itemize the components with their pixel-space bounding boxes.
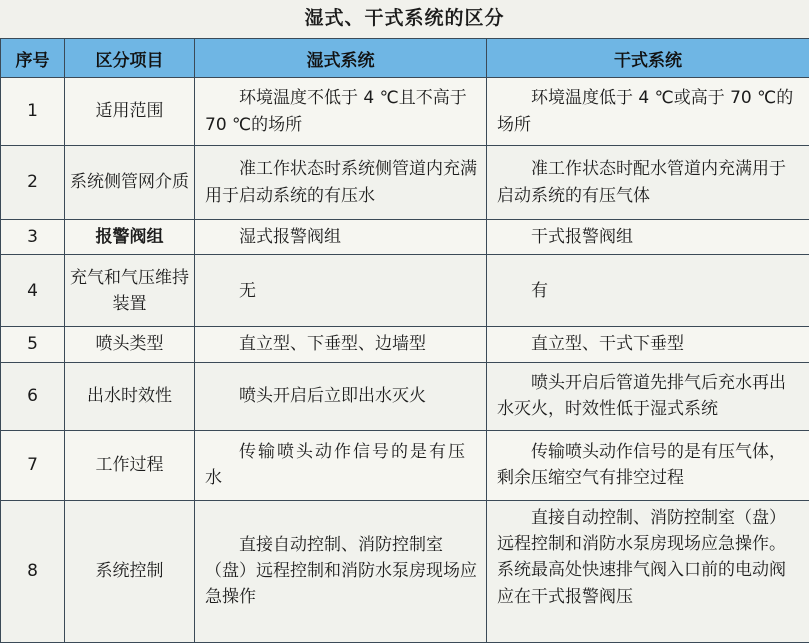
row-index: 2 <box>1 146 65 220</box>
table-row <box>1 220 809 255</box>
comparison-table <box>0 38 809 643</box>
row-dry: 喷头开启后管道先排气后充水再出水灭火，时效性低于湿式系统 <box>487 362 809 430</box>
row-index: 4 <box>1 255 65 327</box>
row-wet: 无 <box>195 255 487 327</box>
row-item: 充气和气压维持装置 <box>65 255 195 327</box>
row-item: 报警阀组 <box>65 220 195 255</box>
row-dry: 干式报警阀组 <box>487 220 809 255</box>
table-row <box>1 78 809 146</box>
column-header-dry: 干式系统 <box>487 39 809 78</box>
row-dry: 有 <box>487 255 809 327</box>
table-row <box>1 255 809 327</box>
table-header-row <box>1 39 809 78</box>
row-index: 5 <box>1 327 65 362</box>
table-row <box>1 327 809 362</box>
row-dry: 环境温度低于 4 ℃或高于 70 ℃的场所 <box>487 78 809 146</box>
row-item: 适用范围 <box>65 78 195 146</box>
row-item: 喷头类型 <box>65 327 195 362</box>
row-index: 1 <box>1 78 65 146</box>
row-index: 8 <box>1 500 65 642</box>
row-dry: 直接自动控制、消防控制室（盘）远程控制和消防水泵房现场应急操作。系统最高处快速排气阀入口前的电动阀应在干式报警阀压 <box>487 500 809 642</box>
row-wet: 直立型、下垂型、边墙型 <box>195 327 487 362</box>
row-wet: 传输喷头动作信号的是有压水 <box>195 430 487 500</box>
row-dry: 直立型、干式下垂型 <box>487 327 809 362</box>
column-header-item: 区分项目 <box>65 39 195 78</box>
column-header-index: 序号 <box>1 39 65 78</box>
row-item: 工作过程 <box>65 430 195 500</box>
row-wet: 喷头开启后立即出水灭火 <box>195 362 487 430</box>
table-row <box>1 500 809 642</box>
table-row <box>1 430 809 500</box>
row-item: 系统侧管网介质 <box>65 146 195 220</box>
row-item: 出水时效性 <box>65 362 195 430</box>
row-wet: 准工作状态时系统侧管道内充满用于启动系统的有压水 <box>195 146 487 220</box>
row-wet: 环境温度不低于 4 ℃且不高于 70 ℃的场所 <box>195 78 487 146</box>
row-index: 6 <box>1 362 65 430</box>
row-index: 3 <box>1 220 65 255</box>
table-row <box>1 362 809 430</box>
table-row <box>1 146 809 220</box>
row-index: 7 <box>1 430 65 500</box>
page-title: 湿式、干式系统的区分 <box>0 2 809 38</box>
column-header-wet: 湿式系统 <box>195 39 487 78</box>
row-item: 系统控制 <box>65 500 195 642</box>
row-dry: 准工作状态时配水管道内充满用于启动系统的有压气体 <box>487 146 809 220</box>
row-wet: 直接自动控制、消防控制室（盘）远程控制和消防水泵房现场应急操作 <box>195 500 487 642</box>
row-dry: 传输喷头动作信号的是有压气体，剩余压缩空气有排空过程 <box>487 430 809 500</box>
row-wet: 湿式报警阀组 <box>195 220 487 255</box>
